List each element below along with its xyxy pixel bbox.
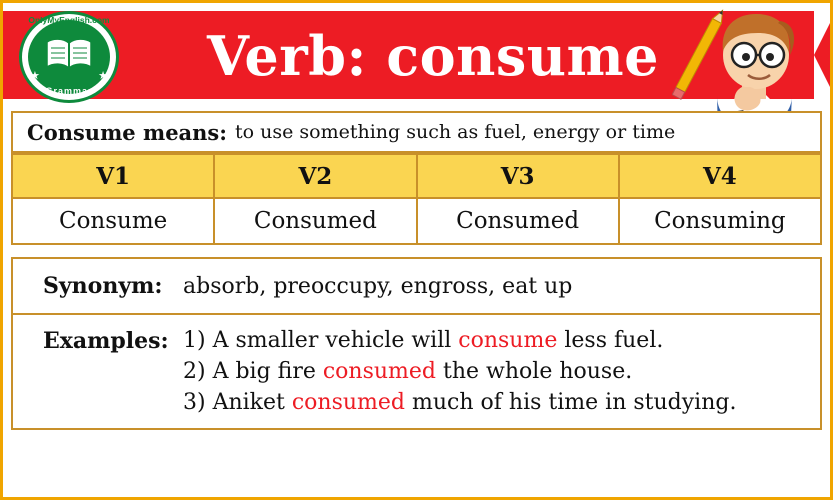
star-icon-left: ★	[30, 70, 40, 82]
example-3-suffix: much of his time in studying.	[405, 390, 737, 415]
column-header-v1: V1	[12, 154, 214, 198]
meaning-row	[11, 111, 822, 153]
header	[3, 3, 830, 111]
verb-forms-table	[11, 153, 822, 245]
cell-v1: Consume	[12, 198, 214, 244]
boy-thinking-with-book-icon	[672, 3, 822, 111]
meaning-text: to use something such as fuel, energy or time	[235, 121, 676, 143]
site-logo	[15, 9, 123, 105]
example-2-prefix: 2) A big fire	[183, 359, 323, 384]
example-3-highlight: consumed	[291, 390, 406, 415]
synonym-text: absorb, preoccupy, engross, eat up	[183, 273, 573, 299]
page-title: Verb: consume	[206, 24, 660, 88]
examples-list	[183, 325, 820, 418]
example-1-suffix: less fuel.	[557, 328, 664, 353]
column-header-v4: V4	[619, 154, 821, 198]
examples-row	[13, 315, 820, 428]
column-header-v3: V3	[417, 154, 619, 198]
cell-v2: Consumed	[214, 198, 416, 244]
column-header-v2: V2	[214, 154, 416, 198]
example-3-prefix: 3) Aniket	[183, 390, 292, 415]
logo-top-label: OnlyMyEnglish.com	[28, 15, 110, 25]
open-book-icon	[44, 37, 94, 71]
list-item	[183, 325, 820, 356]
example-1-prefix: 1) A smaller vehicle will	[183, 328, 459, 353]
synonym-row	[13, 259, 820, 315]
list-item	[183, 356, 820, 387]
examples-label: Examples:	[43, 328, 169, 354]
logo-bottom-label: Grammar	[45, 86, 93, 96]
meaning-label: Consume means:	[27, 119, 228, 145]
example-2-suffix: the whole house.	[436, 359, 633, 384]
list-item	[183, 387, 820, 418]
cell-v4: Consuming	[619, 198, 821, 244]
table-header-row	[12, 154, 821, 198]
details-box	[11, 257, 822, 430]
example-2-highlight: consumed	[322, 359, 437, 384]
example-1-highlight: consume	[458, 328, 558, 353]
synonym-label: Synonym:	[43, 273, 163, 299]
cell-v3: Consumed	[417, 198, 619, 244]
table-row	[12, 198, 821, 244]
star-icon-right: ★	[98, 70, 108, 82]
